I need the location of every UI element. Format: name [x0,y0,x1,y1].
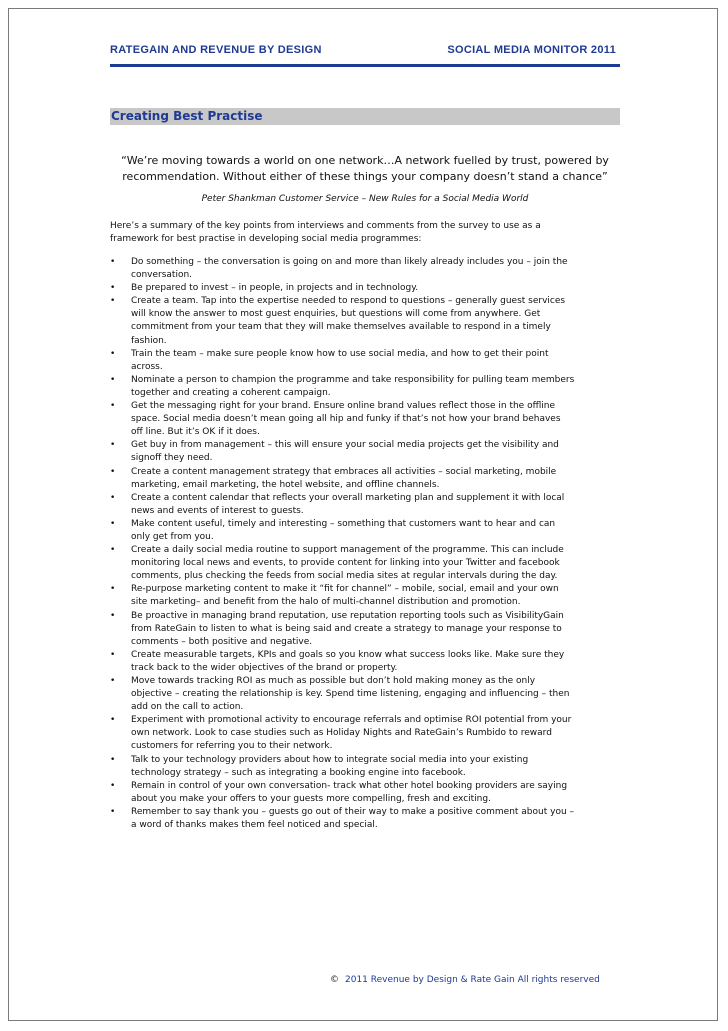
running-header [110,44,620,60]
list-item [110,675,625,714]
list-item-line: fashion. [131,335,167,346]
bullet-icon: • [110,676,116,686]
list-item-line: Create a daily social media routine to support management of the programme. This can include [131,545,564,556]
best-practise-list [110,256,625,832]
bullet-icon: • [110,283,116,294]
list-item-line: Train the team – make sure people know how to use social media, and how to get their point [131,348,549,359]
bullet-icon: • [110,545,116,556]
list-item-line: news and events of interest to guests. [131,505,304,516]
list-item [110,466,625,492]
list-item-line: conversation. [131,270,193,281]
list-item [110,649,625,675]
list-item-line: Remain in control of your own conversation- track what other hotel booking providers are saying [131,780,568,791]
header-rule [110,64,620,67]
bullet-icon: • [110,715,116,726]
footer [330,975,620,985]
list-item-line: Create a content calendar that reflects your overall marketing plan and supplement it with local [131,492,565,503]
list-item-line: across. [131,361,163,372]
list-item-line: signoff they need. [131,453,213,464]
bullet-icon: • [110,440,116,451]
list-item [110,544,625,583]
list-item-line: Create a content management strategy that embraces all activities – social marketing, mobile [131,466,557,477]
list-item-line: together and creating a coherent campaign. [131,387,331,398]
bullet-icon: • [110,649,116,660]
list-item-line: customers for referring you to their network. [131,741,333,752]
list-item [110,374,625,400]
list-item-line: Remember to say thank you – guests go out of their way to make a positive comment about you – [131,806,575,817]
list-item-line: Move towards tracking ROI as much as possible but don’t hold making money as the only [131,676,536,686]
list-item-line: Create a team. Tap into the expertise needed to respond to questions – generally guest services [131,296,566,307]
bullet-icon: • [110,806,116,817]
list-item-line: Re-purpose marketing content to make it “fit for channel” – mobile, social, email and your own [131,584,559,595]
list-item-line: Create measurable targets, KPIs and goals so you know what success looks like. Make sure they [131,649,565,660]
bullet-icon: • [110,466,116,477]
list-item-line: about you make your offers to your guests more compelling, fresh and exciting. [131,793,491,804]
list-item-line: Do something – the conversation is going on and more than likely already includes you – join the [131,257,568,267]
list-item-line: Nominate a person to champion the programme and take responsibility for pulling team members [131,374,575,385]
quote-line-1: “We’re moving towards a world on one network…A network fuelled by trust, powered by [121,154,609,167]
list-item [110,282,625,295]
bullet-icon: • [110,754,116,765]
footer-text: 2011 Revenue by Design & Rate Gain All rights reserved [345,975,600,985]
header-right-title: SOCIAL MEDIA MONITOR 2011 [447,44,616,56]
list-item-line: from RateGain to listen to what is being said and create a strategy to manage your response to [131,623,562,634]
list-item-line: Experiment with promotional activity to encourage referrals and optimise ROI potential from your [131,715,572,726]
list-item [110,439,625,465]
list-item-line: site marketing– and benefit from the halo of multi-channel distribution and promotion. [131,597,521,608]
list-item-line: technology strategy – such as integrating a booking engine into facebook. [131,767,466,778]
list-item [110,754,625,780]
list-item [110,518,625,544]
list-item [110,583,625,609]
list-item [110,610,625,649]
list-item [110,295,625,347]
list-item-line: a word of thanks makes them feel noticed and special. [131,820,378,831]
intro-paragraph [110,220,620,247]
list-item-line: Get buy in from management – this will ensure your social media projects get the visibility and [131,440,559,451]
bullet-icon: • [110,584,116,595]
bullet-icon: • [110,492,116,503]
list-item [110,714,625,753]
quote [110,153,620,184]
list-item-line: Be proactive in managing brand reputation, use reputation reporting tools such as VisibilityGain [131,610,564,621]
list-item [110,400,625,439]
intro-line-1: Here’s a summary of the key points from interviews and comments from the survey to use as a [110,221,541,231]
list-item-line: comments – both positive and negative. [131,636,313,647]
list-item-line: marketing, email marketing, the hotel website, and offline channels. [131,479,440,490]
bullet-icon: • [110,374,116,385]
list-item [110,492,625,518]
list-item-line: off line. But it’s OK if it does. [131,427,260,438]
bullet-icon: • [110,518,116,529]
bullet-icon: • [110,296,116,307]
list-item-line: Be prepared to invest – in people, in projects and in technology. [131,283,419,294]
list-item-line: Talk to your technology providers about how to integrate social media into your existing [131,754,529,765]
copyright-symbol: © [330,975,339,985]
bullet-icon: • [110,780,116,791]
list-item-line: track back to the wider objectives of the brand or property. [131,662,398,673]
list-item-line: comments, plus checking the feeds from social media sites at regular intervals during the day. [131,571,558,582]
list-item-line: Get the messaging right for your brand. Ensure online brand values reflect those in the offline [131,401,556,412]
bullet-icon: • [110,257,116,267]
intro-line-2: framework for best practise in developing social media programmes: [110,234,422,245]
list-item-line: commitment from your team that they will make themselves available to respond in a timely [131,322,551,333]
list-item-line: only get from you. [131,531,214,542]
list-item-line: own network. Look to case studies such as Holiday Nights and RateGain’s Rumbido to reward [131,728,552,739]
list-item [110,780,625,806]
header-left-title: RATEGAIN AND REVENUE BY DESIGN [110,44,322,56]
list-item-line: space. Social media doesn’t mean going all hip and funky if that’s not how your brand behaves [131,414,561,425]
list-item-line: monitoring local news and events, to provide content for linking into your Twitter and facebook [131,558,560,569]
list-item-line: will know the answer to most guest enquiries, but questions will come from anywhere. Get [131,309,541,320]
bullet-icon: • [110,401,116,412]
list-item [110,806,625,832]
bullet-icon: • [110,348,116,359]
list-item-line: add on the call to action. [131,702,244,713]
list-item [110,256,625,282]
quote-attribution: Peter Shankman Customer Service – New Rules for a Social Media World [201,194,529,204]
list-item-line: objective – creating the relationship is key. Spend time listening, engaging and influencing – then [131,689,570,700]
list-item-line: Make content useful, timely and interesting – something that customers want to hear and can [131,518,556,529]
quote-line-2: recommendation. Without either of these things your company doesn’t stand a chance” [122,169,608,183]
list-item [110,348,625,374]
bullet-icon: • [110,610,116,621]
section-title: Creating Best Practise [110,108,620,125]
